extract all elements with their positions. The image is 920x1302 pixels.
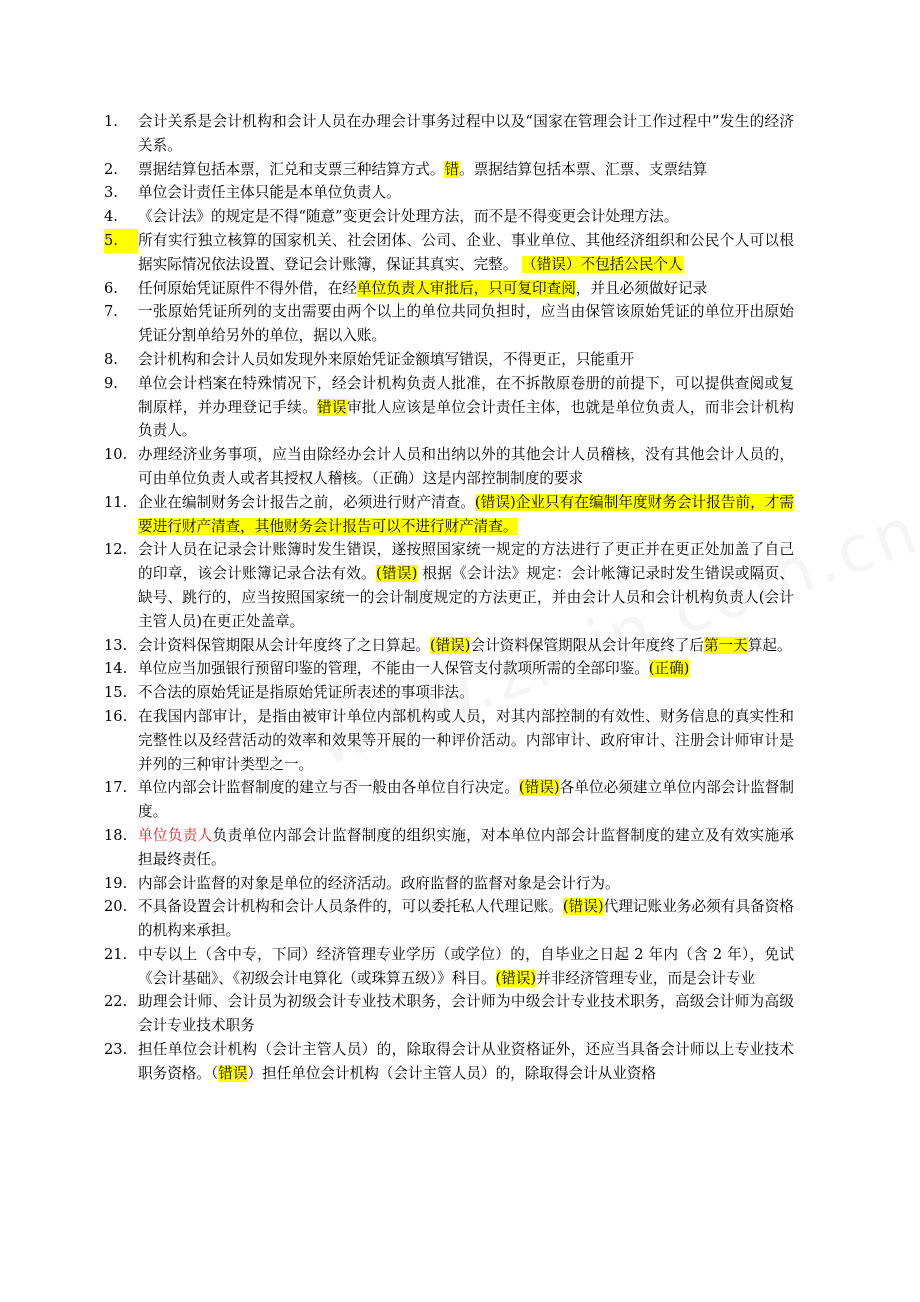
list-item: [104, 705, 794, 776]
list-item: [104, 205, 794, 229]
list-item: [104, 300, 794, 348]
item-number: 21.: [104, 945, 128, 963]
item-text: 不具备设置会计机构和会计人员条件的，可以委托私人代理记账。: [138, 898, 563, 916]
item-text: ，并且必须做好记录: [575, 279, 708, 297]
item-text: 任何原始凭证原件不得外借，在经: [138, 279, 357, 297]
list-item: [104, 657, 794, 681]
question-list: [104, 110, 794, 1086]
item-text: 根据《会计法》规定：会计帐簿记录时发生错误或隔页、缺号、跳行的，应当按照国家统一的会计制度规定的方法更正，并由会计人员和会计机构负责人(会计主管人员)在更正处盖章。: [138, 565, 794, 630]
list-item: [104, 776, 794, 824]
highlighted-text: 第一天: [703, 636, 748, 654]
item-text: 单位内部会计监督制度的建立与否一般由各单位自行决定。: [138, 779, 519, 797]
list-item: [104, 943, 794, 991]
item-text: 单位会计责任主体只能是本单位负责人。: [138, 184, 401, 202]
highlighted-text: （错误）不包括公民个人: [522, 255, 683, 273]
item-text: 审批人应该是单位会计责任主体，也就是单位负责人，而非会计机构负责人。: [138, 398, 794, 440]
highlighted-text: (错误): [429, 636, 471, 654]
item-number: 7.: [104, 303, 118, 321]
item-text: 办理经济业务事项，应当由除经办会计人员和出纳以外的其他会计人员稽核，没有其他会计人员的，可由单位负责人或者其授权人稽核。（正确）这是内部控制制度的要求: [138, 446, 794, 487]
item-number: 11.: [104, 493, 128, 511]
item-text: 会计资料保管期限从会计年度终了之日算起。: [138, 636, 430, 654]
item-number: 12.: [104, 541, 128, 559]
item-text: 《会计法》的规定是不得“随意”变更会计处理方法，而不是不得变更会计处理方法。: [138, 208, 679, 226]
item-text: 会计关系是会计机构和会计人员在办理会计事务过程中以及“国家在管理会计工作过程中”发生的经济关系。: [138, 113, 794, 154]
list-item: [104, 1038, 794, 1086]
item-text: 。票据结算包括本票、汇票、支票结算: [459, 160, 708, 178]
item-text: 单位会计档案在特殊情况下，经会计机构负责人批准，在不拆散原卷册的前提下，可以提供查阅或复制原样，并办理登记手续。: [138, 374, 794, 416]
item-text: 并非经济管理专业，而是会计专业: [536, 969, 756, 987]
item-text: 会计机构和会计人员如发现外来原始凭证金额填写错误，不得更正，只能重开: [138, 350, 635, 368]
item-text: 一张原始凭证所列的支出需要由两个以上的单位共同负担时，应当由保管该原始凭证的单位开出原始凭证分割单给另外的单位，据以入账。: [138, 303, 794, 345]
list-item: [104, 872, 794, 896]
list-item: [104, 158, 794, 182]
list-item: [104, 895, 794, 943]
list-item: [104, 277, 794, 301]
item-text: 票据结算包括本票，汇兑和支票三种结算方式。: [138, 160, 445, 178]
item-number: 4.: [104, 208, 118, 226]
highlighted-text: (错误): [474, 493, 516, 511]
list-item: [104, 348, 794, 372]
highlighted-text: (错误): [376, 565, 418, 583]
item-text: 单位应当加强银行预留印鉴的管理，不能由一人保管支付款项所需的全部印鉴。: [138, 660, 649, 678]
item-number: 9.: [104, 374, 118, 392]
highlighted-text: 错: [444, 160, 460, 178]
highlighted-text: 错误: [317, 398, 347, 416]
item-number: 16.: [104, 707, 128, 725]
item-number: 19.: [104, 874, 128, 892]
item-number: 17.: [104, 779, 128, 797]
list-item: [104, 372, 794, 443]
list-item: [104, 110, 794, 158]
highlighted-text: 错误: [218, 1064, 248, 1082]
item-number: 10.: [104, 446, 128, 464]
highlighted-text: (正确): [648, 660, 690, 678]
list-item: [104, 824, 794, 872]
item-number: 14.: [104, 660, 128, 678]
item-number: 20.: [104, 898, 128, 916]
item-number: 6.: [104, 279, 118, 297]
item-text: 在我国内部审计，是指由被审计单位内部机构或人员，对其内部控制的有效性、财务信息的真实性和完整性以及经营活动的效率和效果等开展的一种评价活动。内部审计、政府审计、注册会计师审计是并列的三种审计类型之一。: [138, 707, 794, 773]
list-item: [104, 181, 794, 205]
item-text: 助理会计师、会计员为初级会计专业技术职务，会计师为中级会计专业技术职务，高级会计师为高级会计专业技术职务: [138, 993, 794, 1035]
highlighted-text: (错误): [518, 779, 560, 797]
list-item: [104, 443, 794, 491]
item-number: 3.: [104, 184, 118, 202]
list-item: [104, 229, 794, 277]
item-text: 会计人员在记录会计账簿时发生错误，遂按照国家统一规定的方法进行了更正并在更正处加盖了自己的印章，该会计账簿记录合法有效。: [138, 541, 794, 583]
item-number: 13.: [104, 636, 128, 654]
item-number: 8.: [104, 350, 118, 368]
item-number: 1.: [104, 113, 118, 130]
item-text: 担任单位会计机构（会计主管人员）的，除取得会计从业资格证外，还应当具备会计师以上专业技术职务资格。（: [138, 1041, 794, 1082]
item-text: 各单位必须建立单位内部会计监督制度。: [138, 779, 794, 821]
list-item: [104, 990, 794, 1038]
list-item: [104, 681, 794, 705]
item-text: 不合法的原始凭证是指原始凭证所表述的事项非法。: [138, 684, 474, 702]
list-item: [104, 634, 794, 658]
item-text: 内部会计监督的对象是单位的经济活动。政府监督的监督对象是会计行为。: [138, 874, 620, 892]
item-number: 22.: [104, 993, 128, 1011]
item-text: 代理记账业务必须有具备资格的机构来承担。: [138, 898, 794, 940]
item-text: 算起。: [747, 636, 792, 654]
red-text: 单位负责人: [138, 826, 213, 844]
item-number: 23.: [104, 1041, 128, 1059]
item-text: 企业在编制财务会计报告之前，必须进行财产清查。: [138, 493, 475, 511]
highlighted-text: 单位负责人审批后，只可复印查阅: [356, 279, 576, 297]
item-number: 2.: [104, 160, 118, 178]
list-item: [104, 538, 794, 633]
list-item: [104, 491, 794, 539]
item-number: 15.: [104, 684, 128, 702]
item-number: 18.: [104, 826, 128, 844]
item-text: ）担任单位会计机构（会计主管人员）的，除取得会计从业资格: [247, 1064, 657, 1082]
item-text: 所有实行独立核算的国家机关、社会团体、公司、企业、事业单位、其他经济组织和公民个人可以根据实际情况依法设置、登记会计账簿，保证其真实、完整。: [138, 231, 794, 273]
item-text: 中专以上（含中专，下同）经济管理专业学历（或学位）的，自毕业之日起 2 年内（含 2 年），免试《会计基础》、《初级会计电算化（或珠算五级）》科目。: [138, 945, 794, 987]
item-text: 负责单位内部会计监督制度的组织实施，对本单位内部会计监督制度的建立及有效实施承担最终责任。: [138, 826, 794, 868]
item-text: 会计资料保管期限从会计年度终了后: [470, 636, 704, 654]
highlighted-text: (错误): [562, 898, 604, 916]
highlighted-text: 企业只有在编制年度财务会计报告前，才需要进行财产清查，其他财务会计报告可以不进行财产清查。: [138, 493, 794, 535]
highlighted-text: (错误): [495, 969, 537, 987]
item-number: 5.: [104, 229, 138, 253]
